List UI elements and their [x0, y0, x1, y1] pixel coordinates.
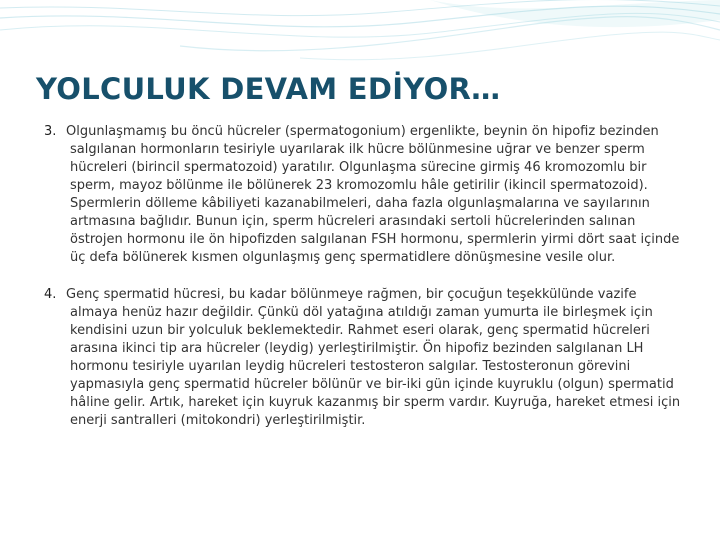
slide-title: YOLCULUK DEVAM EDİYOR… [36, 72, 501, 106]
list-item [44, 123, 684, 267]
list-item [44, 286, 684, 430]
slide-body [44, 123, 684, 430]
list-item-number: 3. [44, 124, 57, 139]
list-item-text: Olgunlaşmamış bu öncü hücreler (spermatogonium) ergenlikte, beynin ön hipofiz bezinden salgılanan hormonların tesiriyle uyarılarak ilk hücre bölünmesine uğrar ve benzer sperm hücreleri (birincil spermatozoid) yaratılır. Olgunlaşma sürecine girmiş 46 kromozomlu bir sperm, mayoz bölünme ile bölünerek 23 kromozomlu hâle getirilir (ikincil spermatozoid). Spermlerin dölleme kâbiliyeti kazanabilmeleri, daha fazla olgunlaşmalarına ve sayılarının artmasına bağlıdır. Bunun için, sperm hücreleri arasındaki sertoli hücrelerinden salınan östrojen hormonu ile ön hipofizden salgılanan FSH hormonu, spermlerin yirmi dört saat içinde üç defa bölünerek kısmen olgunlaşmış genç spermatidlere dönüşmesine vesile olur. [66, 124, 680, 265]
list-item-number: 4. [44, 287, 57, 302]
list-item-text: Genç spermatid hücresi, bu kadar bölünmeye rağmen, bir çocuğun teşekkülünde vazife almaya henüz hazır değildir. Çünkü döl yatağına atıldığı zaman yumurta ile birleşmek için kendisini uzun bir yolculuk beklemektedir. Rahmet eseri olarak, genç spermatid hücreleri arasına ikinci tip ara hücreler (leydig) yerleştirilmiştir. Ön hipofiz bezinden salgılanan LH hormonu tesiriyle uyarılan leydig hücreleri testosteron salgılar. Testosteronun görevini yapmasıyla genç spermatid hücreler bölünür ve bir-iki gün içinde kuyruklu (olgun) spermatid hâline gelir. Artık, hareket için kuyruk kazanmış bir sperm vardır. Kuyruğa, hareket etmesi için enerji santralleri (mitokondri) yerleştirilmiştir. [66, 287, 681, 428]
